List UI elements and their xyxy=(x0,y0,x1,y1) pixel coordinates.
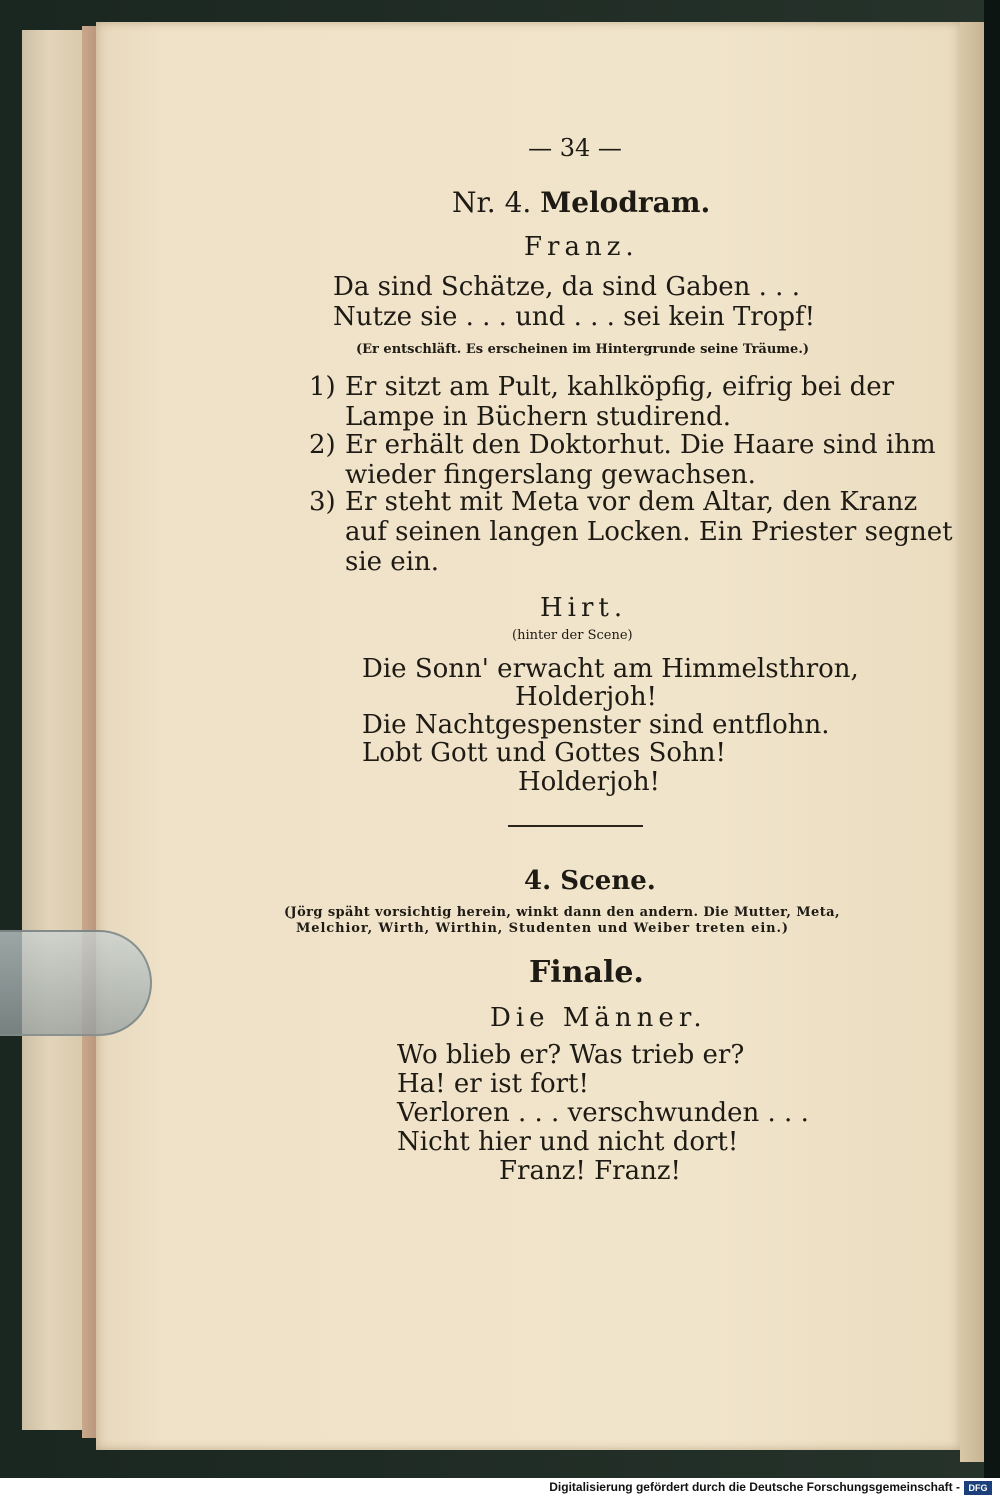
speaker-franz: Franz. xyxy=(524,232,639,262)
speaker-hirt: Hirt. xyxy=(540,593,628,623)
stage-direction: (Jörg späht vorsichtig herein, winkt dann den andern. Die Mutter, Meta, xyxy=(284,905,840,920)
verse-line: Lobt Gott und Gottes Sohn! xyxy=(362,738,726,768)
verse-line: Nutze sie . . . und . . . sei kein Tropf! xyxy=(333,302,816,332)
page-clip xyxy=(0,930,152,1036)
speaker-maenner: Die Männer. xyxy=(490,1003,707,1033)
stage-direction: Melchior, Wirth, Wirthin, Studenten und Weiber treten ein.) xyxy=(296,921,789,936)
right-border xyxy=(984,0,1000,1499)
right-page-edge xyxy=(960,22,984,1462)
finale-heading: Finale. xyxy=(529,955,644,990)
dream-text: Er steht mit Meta vor dem Altar, den Kranz xyxy=(345,487,918,517)
verse-line: Nicht hier und nicht dort! xyxy=(397,1127,739,1157)
page-number: — 34 — xyxy=(528,134,622,162)
dream-number: 3) xyxy=(309,487,336,517)
stage-direction: (Er entschläft. Es erscheinen im Hintergrunde seine Träume.) xyxy=(356,342,810,357)
dream-text: Lampe in Büchern studirend. xyxy=(345,402,731,432)
verse-line: Verloren . . . verschwunden . . . xyxy=(397,1098,809,1128)
verse-line: Holderjoh! xyxy=(515,682,658,712)
scene-heading: 4. Scene. xyxy=(524,866,656,896)
verse-line: Wo blieb er? Was trieb er? xyxy=(397,1040,745,1070)
footer-credit: Digitalisierung gefördert durch die Deutsche Forschungsgemeinschaft - xyxy=(549,1480,960,1494)
dream-text: wieder fingerslang gewachsen. xyxy=(345,460,756,490)
stage-direction: (hinter der Scene) xyxy=(512,628,633,643)
verse-line: Ha! er ist fort! xyxy=(397,1069,589,1099)
section-heading xyxy=(452,186,710,219)
dfg-logo: DFG xyxy=(964,1481,992,1495)
section-title: Melodram. xyxy=(540,186,711,219)
dream-text: Er sitzt am Pult, kahlköpfig, eifrig bei der xyxy=(345,372,895,402)
dream-number: 1) xyxy=(309,372,336,402)
footer-bar xyxy=(0,1478,1000,1499)
section-number: Nr. 4. xyxy=(452,186,532,219)
verse-line: Die Nachtgespenster sind entflohn. xyxy=(362,710,830,740)
verse-line: Holderjoh! xyxy=(518,767,661,797)
dream-text: sie ein. xyxy=(345,547,440,577)
verse-line: Da sind Schätze, da sind Gaben . . . xyxy=(333,272,800,302)
verse-line: Die Sonn' erwacht am Himmelsthron, xyxy=(362,654,859,684)
dream-number: 2) xyxy=(309,430,336,460)
verse-line: Franz! Franz! xyxy=(499,1156,681,1186)
divider xyxy=(508,825,643,827)
dream-text: Er erhält den Doktorhut. Die Haare sind ihm xyxy=(345,430,936,460)
dream-text: auf seinen langen Locken. Ein Priester segnet xyxy=(345,517,953,547)
